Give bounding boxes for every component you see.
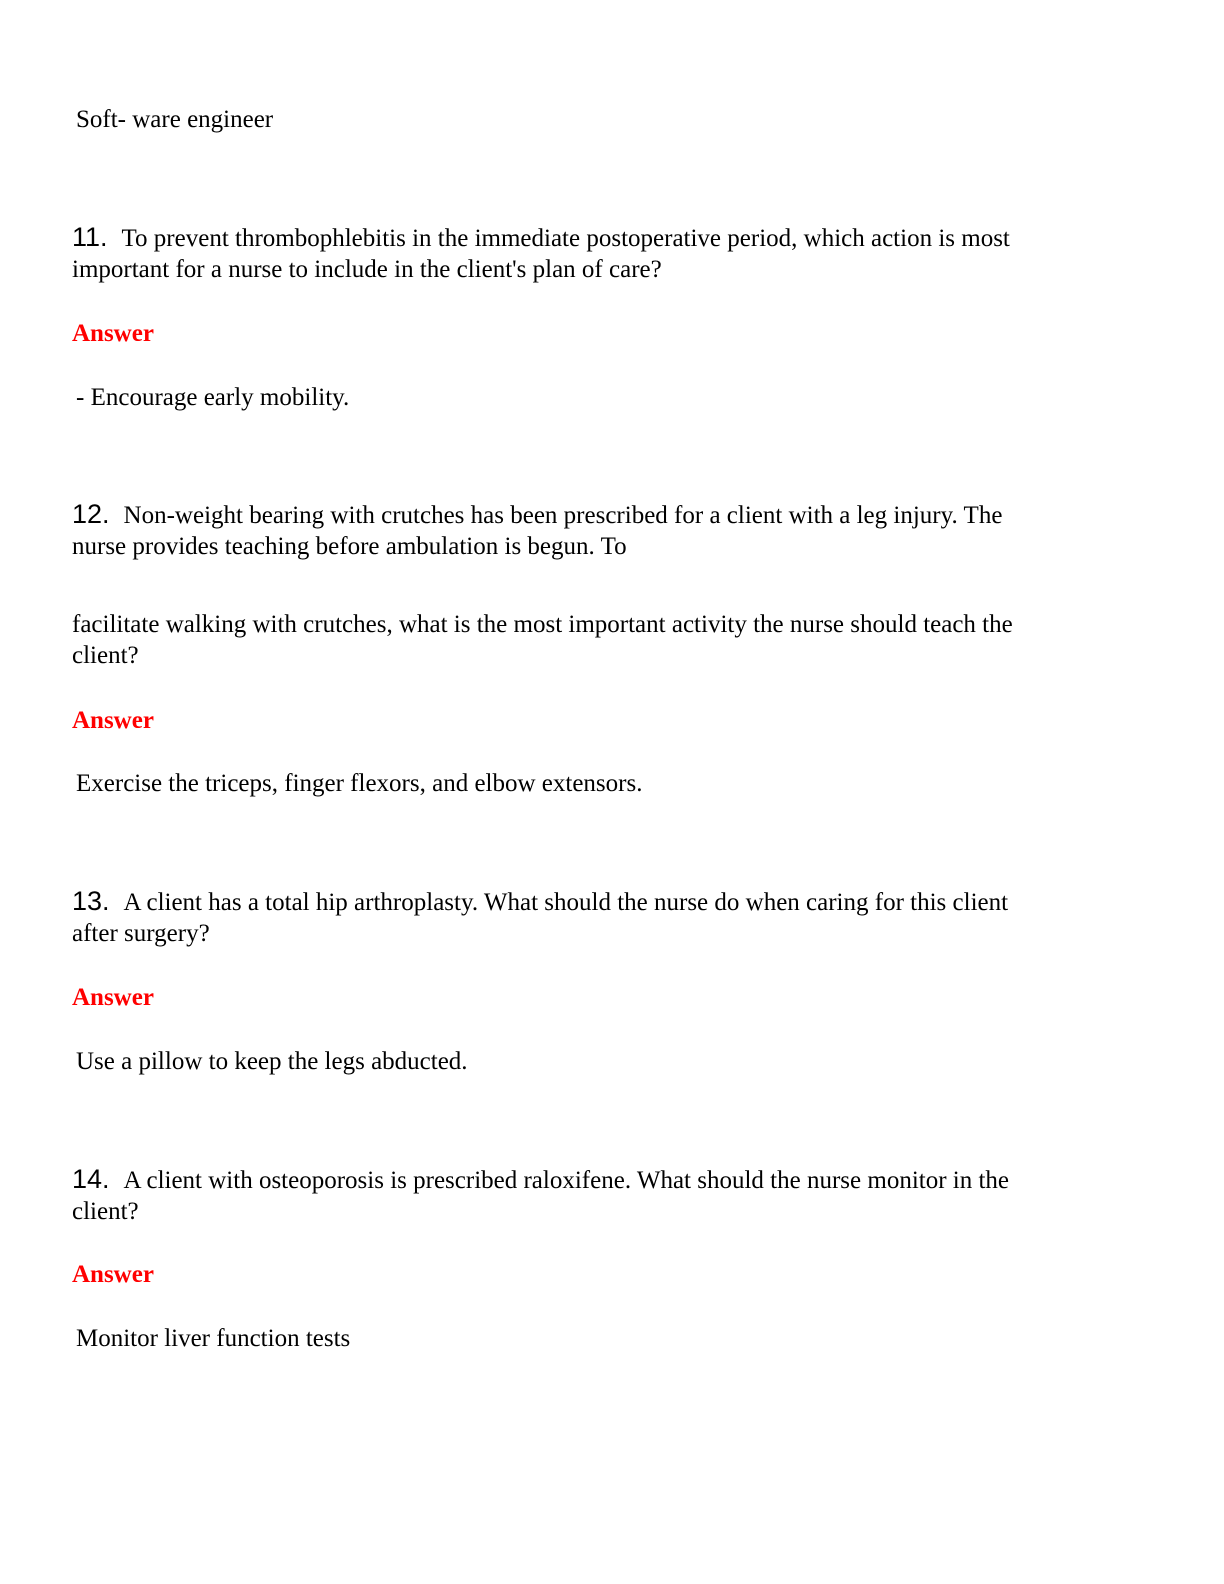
question-12-continuation — [72, 609, 1132, 671]
answer-label-14: Answer — [72, 1261, 154, 1288]
answer-text-13: Use a pillow to keep the legs abducted. — [76, 1048, 468, 1075]
question-number: 13. — [72, 886, 110, 916]
question-line: after surgery? — [72, 920, 210, 947]
question-text: Non-weight bearing with crutches has been prescribed for a client with a leg injury. The — [123, 502, 1003, 529]
question-number: 11. — [72, 222, 108, 252]
answer-text-14: Monitor liver function tests — [76, 1325, 351, 1352]
answer-text-12: Exercise the triceps, finger flexors, and elbow extensors. — [76, 770, 643, 797]
question-number: 12. — [72, 499, 110, 529]
question-text: To prevent thrombophlebitis in the immediate postoperative period, which action is most — [121, 225, 1010, 252]
answer-label-13: Answer — [72, 984, 154, 1011]
question-13 — [72, 886, 1132, 949]
question-14 — [72, 1164, 1132, 1227]
question-text: A client with osteoporosis is prescribed raloxifene. What should the nurse monitor in the — [123, 1167, 1010, 1194]
question-number: 14. — [72, 1164, 110, 1194]
top-text: Soft- ware engineer — [76, 106, 274, 133]
question-11 — [72, 222, 1132, 285]
question-line — [72, 1164, 1132, 1196]
question-12 — [72, 499, 1132, 562]
question-line: client? — [72, 1198, 139, 1225]
question-line — [72, 499, 1132, 531]
answer-label-12: Answer — [72, 707, 154, 734]
question-line: important for a nurse to include in the client's plan of care? — [72, 256, 662, 283]
question-line: nurse provides teaching before ambulation is begun. To — [72, 533, 627, 560]
answer-label-11: Answer — [72, 320, 154, 347]
answer-text-11: - Encourage early mobility. — [76, 384, 350, 411]
question-line — [72, 222, 1132, 254]
question-line: client? — [72, 642, 139, 669]
question-line — [72, 886, 1132, 918]
question-line: facilitate walking with crutches, what is the most important activity the nurse should teach the — [72, 611, 1013, 638]
question-text: A client has a total hip arthroplasty. What should the nurse do when caring for this client — [123, 889, 1009, 916]
